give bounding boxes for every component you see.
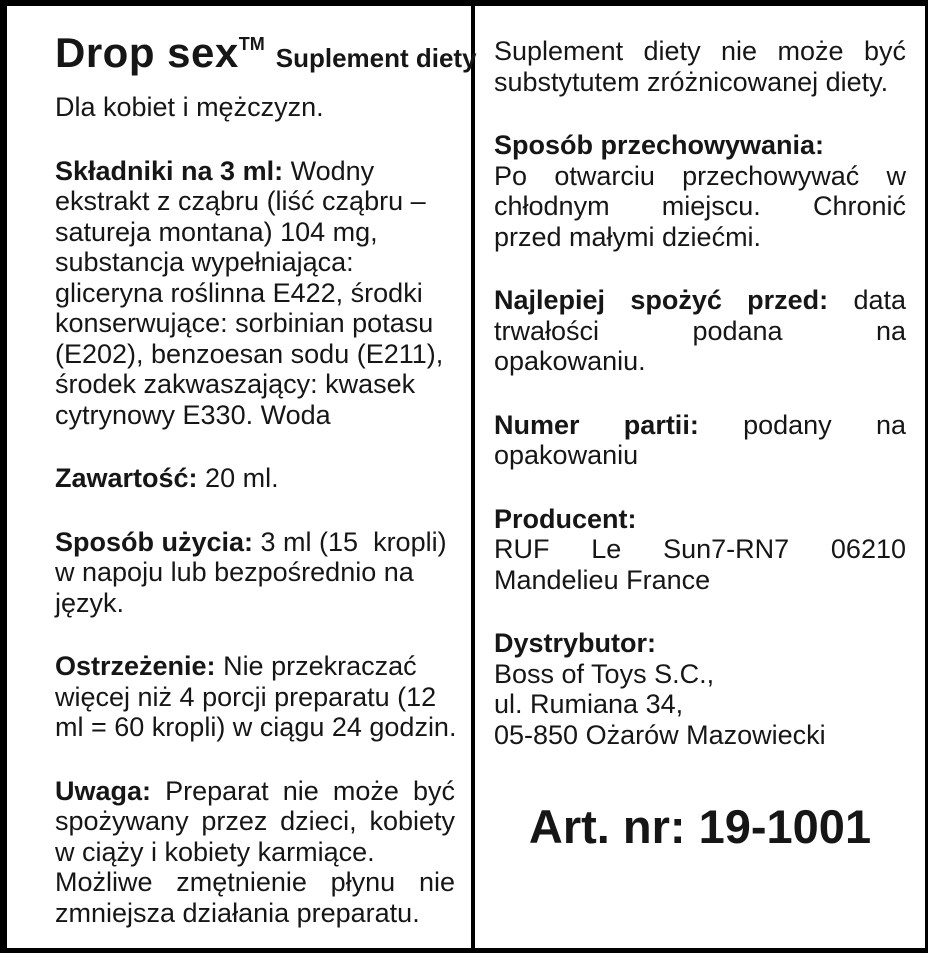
paragraph-sposob-przechowywania (494, 130, 906, 252)
text-line (494, 504, 906, 535)
text-line: Zawartość: 20 ml. (55, 463, 279, 493)
bold-label: Producent: (494, 503, 637, 534)
left-column (55, 20, 477, 961)
bold-label: Sposób użycia: (55, 526, 254, 557)
text-line: Dla kobiet i mężczyzn. (55, 92, 324, 122)
paragraph-dystrybutor (494, 628, 906, 750)
text-line: w ciąży i kobiety karmiące. (55, 836, 375, 867)
text-line: więcej niż 4 porcji preparatu (12 (55, 681, 437, 712)
text-line: chłodnym miejscu. Chronić (494, 191, 906, 221)
column-divider (471, 6, 475, 948)
text-line: ml = 60 kropli) w ciągu 24 godzin. (55, 712, 457, 742)
text-line: Uwaga: Preparat nie może być (55, 775, 455, 806)
text-line: opakowaniu. (494, 346, 646, 376)
text-line: Składniki na 3 ml: Wodny (55, 155, 375, 186)
title-suffix: Suplement diety (275, 43, 477, 73)
text-line: Ostrzeżenie: Nie przekraczać (55, 651, 417, 681)
bold-label: Zawartość: (55, 463, 198, 493)
text-line: trwałości podana na (494, 315, 906, 346)
text-line: Numer partii: podany na (494, 409, 906, 440)
bold-label: Numer partii: (494, 409, 699, 440)
text-line: konserwujące: sorbinian potasu (55, 308, 434, 338)
text-line: przed małymi dziećmi. (494, 221, 762, 252)
paragraph-sposob-uzycia (55, 527, 455, 619)
text-line: RUF Le Sun7-RN7 06210 (494, 534, 906, 564)
bold-label: Najlepiej spożyć przed: (494, 285, 829, 315)
paragraph-skladniki (55, 156, 455, 431)
right-column (494, 36, 906, 854)
text-line: Najlepiej spożyć przed: data (494, 285, 906, 315)
paragraph-dla-kobiet (55, 92, 455, 123)
text-line: ekstrakt z cząbru (liść cząbru – (55, 186, 426, 216)
text-line: gliceryna roślinna E422, środki (55, 277, 423, 308)
text-line: Sposób użycia: 3 ml (15 kropli) (55, 526, 447, 557)
text-line: Po otwarciu przechowywać w (494, 160, 906, 191)
paragraph-numer-partii (494, 410, 906, 471)
text-line: spożywany przez dzieci, kobiety (55, 806, 455, 836)
text-line: substancja wypełniająca: (55, 247, 354, 277)
text-line: Suplement diety nie może być (494, 36, 906, 66)
bold-label: Uwaga: (55, 775, 152, 806)
paragraph-suplement-diety-notice (494, 36, 906, 97)
bold-label: Dystrybutor: (494, 628, 657, 658)
text-line: Boss of Toys S.C., (494, 658, 715, 689)
text-line: ul. Rumiana 34, (494, 689, 684, 719)
paragraph-producent (494, 504, 906, 596)
text-line (494, 130, 906, 161)
paragraph-ostrzezenie (55, 651, 455, 743)
text-line: w napoju lub bezpośrednio na (55, 557, 414, 587)
trademark-symbol: TM (238, 34, 265, 54)
text-line (494, 628, 906, 659)
bold-label: Ostrzeżenie: (55, 651, 216, 681)
text-line: Mandelieu France (494, 564, 711, 595)
text-line: substytutem zróżnicowanej diety. (494, 66, 889, 97)
article-number: Art. nr: 19-1001 (528, 800, 872, 853)
bold-label: Składniki na 3 ml: (55, 155, 284, 186)
paragraph-zawartosc (55, 463, 455, 494)
text-line: zmniejsza działania preparatu. (55, 897, 420, 928)
text-line: 05-850 Ożarów Mazowiecki (494, 719, 826, 750)
text-line: język. (55, 587, 125, 618)
text-line: środek zakwaszający: kwasek (55, 369, 416, 399)
bold-label: Sposób przechowywania: (494, 130, 825, 160)
text-line: cytrynowy E330. Woda (55, 399, 331, 430)
text-line: (E202), benzoesan sodu (E211), (55, 338, 444, 369)
text-line: satureja montana) 104 mg, (55, 216, 378, 247)
text-line: opakowaniu (494, 440, 639, 470)
brand-name: Drop sex (55, 29, 239, 76)
paragraph-uwaga (55, 776, 455, 929)
text-line: Możliwe zmętnienie płynu nie (55, 867, 455, 897)
product-title (55, 20, 477, 82)
right-column-paragraphs (494, 36, 906, 750)
paragraph-najlepiej-spozyc-przed (494, 285, 906, 377)
left-column-paragraphs (55, 92, 455, 928)
